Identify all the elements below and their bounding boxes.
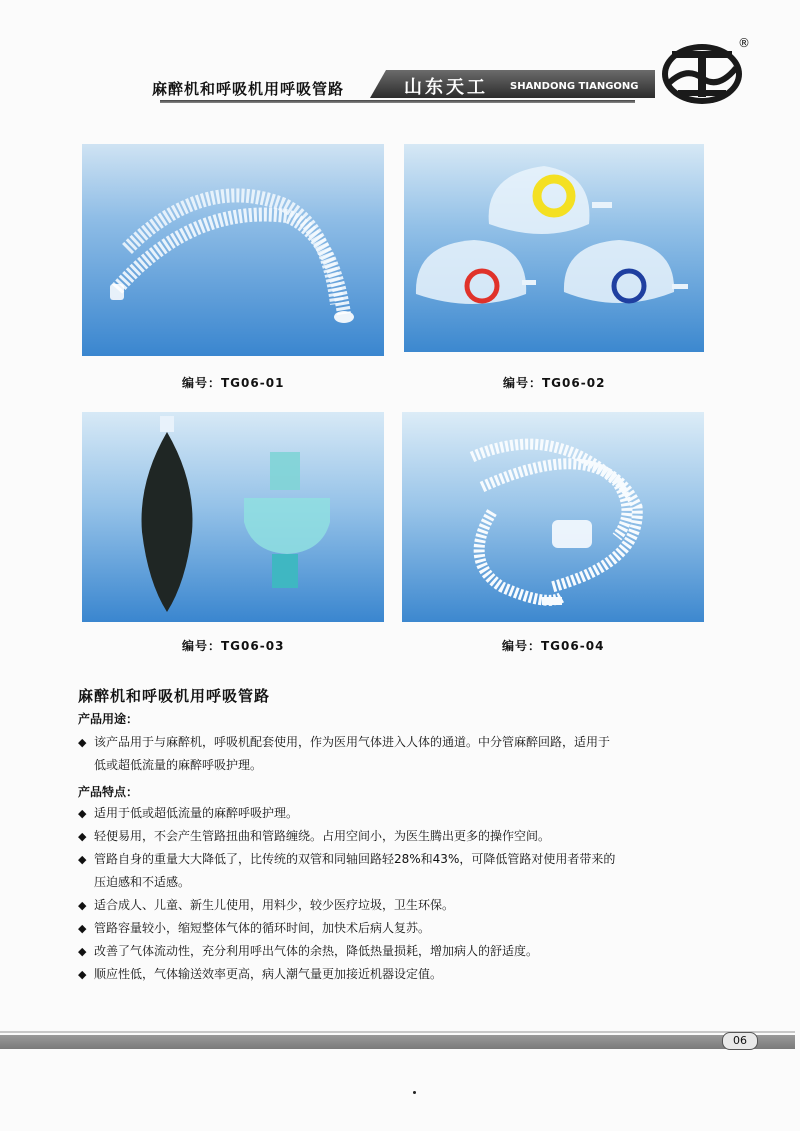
usage-text-line1: 该产品用于与麻醉机，呼吸机配套使用，作为医用气体进入人体的通道。中分管麻醉回路，适用于 (94, 735, 611, 749)
usage-text-line2: 低或超低流量的麻醉呼吸护理。 (94, 758, 263, 772)
feature-text: 适用于低或超低流量的麻醉呼吸护理。 (94, 806, 299, 820)
feature-item (78, 802, 718, 825)
feature-text: 改善了气体流动性，充分利用呼出气体的余热，降低热量损耗，增加病人的舒适度。 (94, 944, 539, 958)
bullet-icon: ◆ (78, 853, 87, 866)
header-title: 麻醉机和呼吸机用呼吸管路 (152, 80, 345, 98)
bullet-icon: ◆ (78, 945, 87, 958)
product-photo-tg06-01 (82, 144, 384, 356)
feature-text: 管路容量较小，缩短整体气体的循环时间，加快术后病人复苏。 (94, 921, 431, 935)
header-rule (160, 100, 635, 103)
caption-tg06-03: 编号：TG06-03 (182, 639, 285, 653)
feature-text: 适合成人、儿童、新生儿使用，用料少，较少医疗垃圾，卫生环保。 (94, 898, 455, 912)
bullet-icon: ◆ (78, 830, 87, 843)
feature-text-continued: 压迫感和不适感。 (94, 875, 191, 889)
feature-item (78, 825, 718, 848)
caption-tg06-02: 编号：TG06-02 (503, 376, 606, 390)
feature-item (78, 894, 718, 917)
brand-name-en: SHANDONG TIANGONG (510, 81, 639, 92)
page-number: 06 (722, 1032, 758, 1050)
description-block (78, 710, 718, 986)
feature-text: 管路自身的重量大大降低了，比传统的双管和同轴回路轻28%和43%，可降低管路对使用者带来的 (94, 852, 616, 866)
print-dot (413, 1091, 416, 1094)
company-logo (658, 38, 746, 108)
feature-item (78, 940, 718, 963)
bullet-icon: ◆ (78, 899, 87, 912)
caption-tg06-01: 编号：TG06-01 (182, 376, 285, 390)
feature-item (78, 963, 718, 986)
section-title: 麻醉机和呼吸机用呼吸管路 (78, 687, 271, 705)
bullet-icon: ◆ (78, 922, 87, 935)
product-photo-tg06-02 (404, 144, 704, 352)
feature-text: 轻便易用，不会产生管路扭曲和管路缠绕。占用空间小，为医生腾出更多的操作空间。 (94, 829, 551, 843)
usage-label: 产品用途： (78, 712, 139, 726)
brand-name-cn: 山东天工 (404, 77, 488, 98)
bullet-icon: ◆ (78, 968, 87, 981)
registered-mark: ® (738, 36, 750, 50)
bullet-icon: ◆ (78, 736, 87, 749)
feature-item (78, 917, 718, 940)
features-label: 产品特点： (78, 785, 139, 799)
bullet-icon: ◆ (78, 807, 87, 820)
product-photo-tg06-03 (82, 412, 384, 622)
feature-text: 顺应性低，气体输送效率更高，病人潮气量更加接近机器设定值。 (94, 967, 443, 981)
usage-item (78, 731, 718, 754)
product-photo-tg06-04 (402, 412, 704, 622)
feature-item (78, 848, 718, 871)
footer-bar (0, 1031, 795, 1049)
caption-tg06-04: 编号：TG06-04 (502, 639, 605, 653)
